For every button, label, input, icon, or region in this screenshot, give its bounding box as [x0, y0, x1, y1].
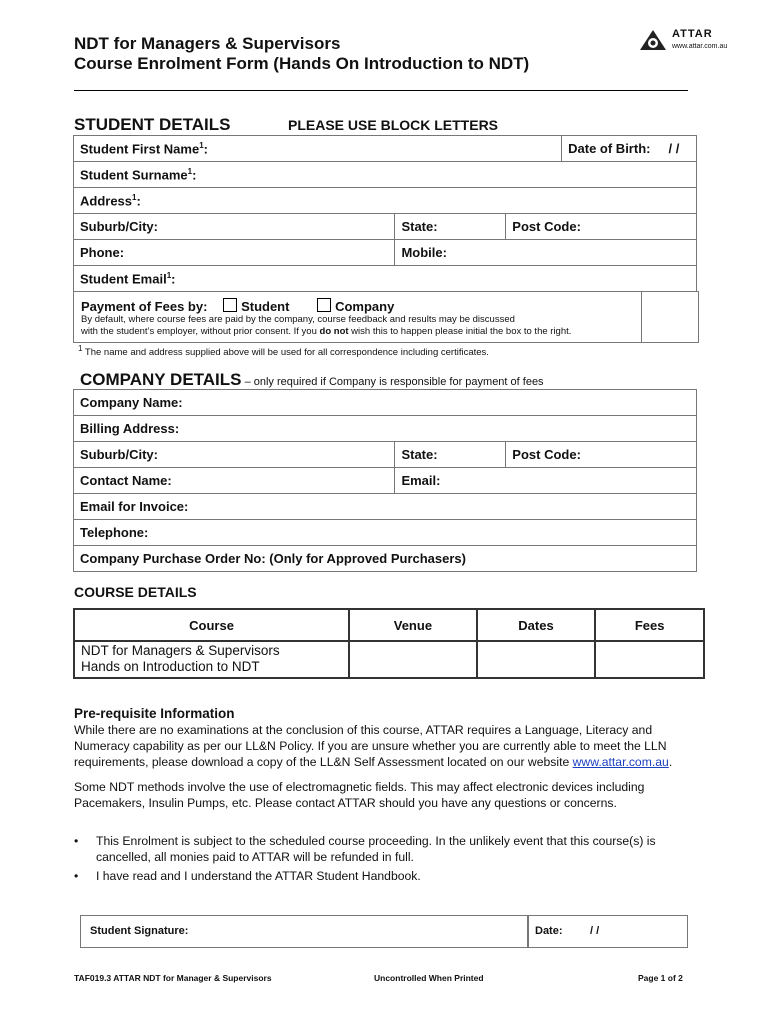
course-column-header: Course [74, 609, 349, 641]
payment-of-fees-row [73, 291, 642, 343]
email-for-invoice-field[interactable]: Email for Invoice: [74, 494, 697, 520]
venue-cell[interactable] [349, 641, 477, 678]
student-signature-field[interactable] [80, 915, 529, 948]
contact-name-field[interactable]: Contact Name: [74, 468, 395, 494]
bullet-1-glyph: • [74, 834, 79, 848]
state-field[interactable]: State: [395, 214, 506, 240]
initial-box[interactable] [641, 291, 699, 343]
mobile-field[interactable]: Mobile: [395, 240, 697, 266]
form-title-line2: Course Enrolment Form (Hands On Introduction to NDT) [74, 54, 530, 73]
prerequisite-paragraph-2: Some NDT methods involve the use of electromagnetic fields. This may affect electronic devices including Pacemakers, Insulin Pumps, etc. Please contact ATTAR should you have any questions or concerns. [74, 780, 645, 810]
date-label: Date: [535, 925, 563, 937]
venue-column-header: Venue [349, 609, 477, 641]
header-rule [74, 90, 688, 91]
payment-default-note: By default, where course fees are paid by the company, course feedback and results may be discussed with the student’s employer, without prior consent. If you do not wish this to happen please initial the box to the right. [81, 314, 572, 337]
company-suburb-field[interactable]: Suburb/City: [74, 442, 395, 468]
footer-uncontrolled: Uncontrolled When Printed [374, 973, 484, 983]
student-surname-field[interactable]: Student Surname$^1$: [74, 162, 697, 188]
company-post-code-field[interactable]: Post Code: [506, 442, 697, 468]
date-of-birth-field[interactable]: Date of Birth: / / [562, 136, 697, 162]
form-title-line1: NDT for Managers & Supervisors [74, 34, 341, 53]
billing-address-field[interactable]: Billing Address: [74, 416, 697, 442]
website-link[interactable]: www.attar.com.au [572, 755, 669, 769]
phone-field[interactable]: Phone: [74, 240, 395, 266]
purchase-order-field[interactable]: Company Purchase Order No: (Only for Approved Purchasers) [74, 546, 697, 572]
footnote: $^1$ The name and address supplied above will be used for all correspondence including certificates. [78, 344, 489, 359]
course-table [73, 608, 705, 679]
footer-form-code: TAF019.3 ATTAR NDT for Manager & Supervisors [74, 973, 272, 983]
company-name-field[interactable]: Company Name: [74, 390, 697, 416]
signature-date-field[interactable] [527, 915, 688, 948]
course-name-cell: NDT for Managers & Supervisors Hands on Introduction to NDT [74, 641, 349, 678]
prerequisite-paragraph-1: While there are no examinations at the conclusion of this course, ATTAR requires a Language, Literacy and Numeracy capability as per our LL&N Policy. If you are unsure whether you are currently able to meet the LLN requirements, please download a copy of the LL&N Self Assessment located on our website www.attar.com.au. [74, 723, 673, 769]
student-details-table [73, 135, 697, 292]
company-state-field[interactable]: State: [395, 442, 506, 468]
logo-url: www.attar.com.au [672, 43, 728, 50]
company-email-field[interactable]: Email: [395, 468, 697, 494]
telephone-field[interactable]: Telephone: [74, 520, 697, 546]
company-details-heading: COMPANY DETAILS – only required if Company is responsible for payment of fees [80, 370, 544, 389]
company-option-label: Company [335, 299, 395, 314]
table-row [74, 641, 704, 678]
course-details-heading: COURSE DETAILS [74, 584, 197, 600]
post-code-field[interactable]: Post Code: [506, 214, 697, 240]
attar-logo-icon [638, 28, 668, 52]
student-option-label: Student [241, 299, 290, 314]
bullet-2-text: I have read and I understand the ATTAR Student Handbook. [96, 869, 421, 883]
dates-cell[interactable] [477, 641, 596, 678]
address-field[interactable]: Address$^1$: [74, 188, 697, 214]
block-letters-note: PLEASE USE BLOCK LETTERS [288, 117, 499, 133]
bullet-1-text: This Enrolment is subject to the scheduled course proceeding. In the unlikely event that this course(s) is cancelled, all monies paid to ATTAR will be refunded in full. [96, 834, 656, 864]
signature-label: Student Signature: [90, 925, 189, 937]
student-email-field[interactable]: Student Email$^1$: [74, 266, 697, 292]
company-details-table [73, 389, 697, 572]
student-checkbox[interactable] [223, 298, 237, 312]
payment-label: Payment of Fees by: [81, 299, 208, 314]
fees-column-header: Fees [595, 609, 704, 641]
date-separators: / / [590, 925, 600, 937]
student-details-heading: STUDENT DETAILS [74, 115, 231, 134]
prerequisite-heading: Pre-requisite Information [74, 706, 235, 721]
bullet-2-glyph: • [74, 869, 79, 883]
logo-name: ATTAR [672, 28, 713, 40]
fees-cell[interactable] [595, 641, 704, 678]
footer-page-number: Page 1 of 2 [638, 973, 683, 983]
dates-column-header: Dates [477, 609, 596, 641]
student-first-name-field[interactable]: Student First Name$^1$: [74, 136, 562, 162]
suburb-city-field[interactable]: Suburb/City: [74, 214, 395, 240]
company-checkbox[interactable] [317, 298, 331, 312]
attar-logo [638, 28, 730, 56]
